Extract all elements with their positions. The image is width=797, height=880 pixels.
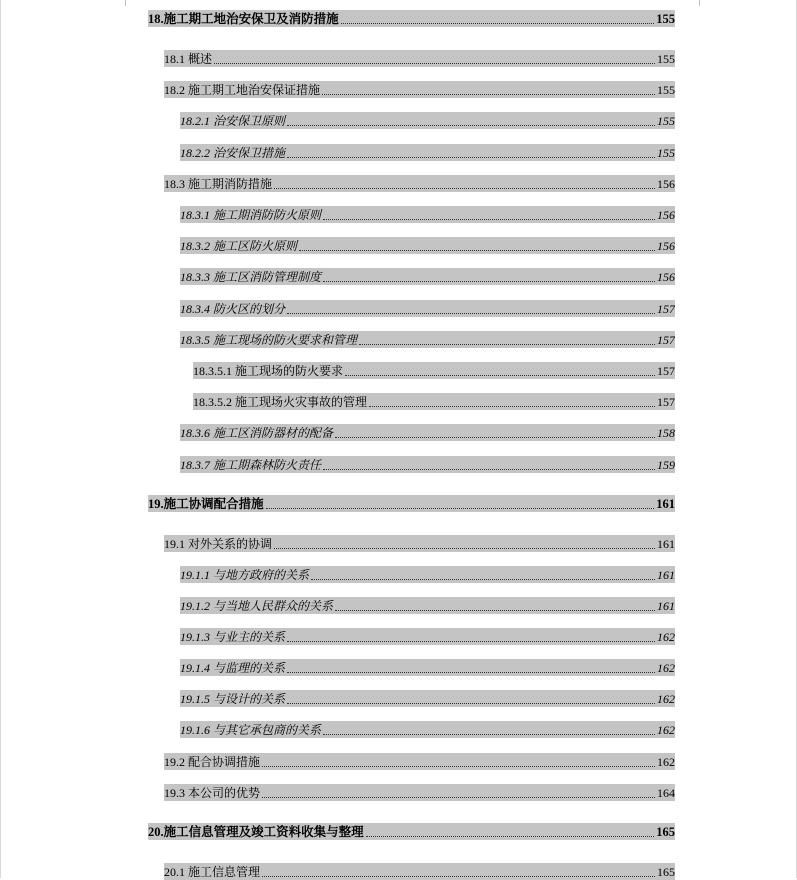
dot-leader: [299, 250, 655, 251]
toc-entry-page-number: 161: [656, 497, 675, 511]
toc-entry[interactable]: [193, 393, 675, 410]
toc-entry-page-number: 156: [657, 270, 675, 284]
dot-leader: [322, 94, 655, 95]
toc-entry[interactable]: [180, 300, 675, 317]
dot-leader: [366, 836, 655, 837]
toc-entry[interactable]: [180, 112, 675, 129]
toc-entry[interactable]: [148, 495, 675, 512]
dot-leader: [262, 766, 655, 767]
dot-leader: [214, 63, 655, 64]
dot-leader: [287, 672, 655, 673]
toc-entry-title: 19.1 对外关系的协调: [164, 537, 273, 551]
toc-entry-page-number: 157: [657, 395, 675, 409]
toc-entry-title: 19.1.5 与设计的关系: [180, 692, 286, 706]
dot-leader: [335, 437, 655, 438]
dot-leader: [345, 375, 655, 376]
toc-entry-title: 18.3.5 施工现场的防火要求和管理: [180, 333, 358, 347]
toc-entry-page-number: 155: [657, 52, 675, 66]
dot-leader: [266, 508, 655, 509]
toc-entry[interactable]: [180, 456, 675, 473]
toc-entry[interactable]: [164, 81, 675, 98]
toc-entry-page-number: 156: [657, 177, 675, 191]
toc-entry[interactable]: [164, 535, 675, 552]
toc-entry[interactable]: [164, 50, 675, 67]
toc-entry-title: 18.3.6 施工区消防器材的配备: [180, 426, 334, 440]
toc-entry-page-number: 155: [657, 146, 675, 160]
toc-entry-page-number: 159: [657, 458, 675, 472]
dot-leader: [274, 188, 655, 189]
toc-entry[interactable]: [180, 566, 675, 583]
toc-entry[interactable]: [180, 268, 675, 285]
dot-leader: [359, 344, 655, 345]
dot-leader: [262, 797, 655, 798]
page-border-left: [0, 0, 1, 878]
toc-entry-page-number: 155: [656, 12, 675, 26]
toc-entry-title: 18.3.5.2 施工现场火灾事故的管理: [193, 395, 368, 409]
toc-entry-title: 19.1.6 与其它承包商的关系: [180, 723, 322, 737]
toc-entry-page-number: 161: [657, 568, 675, 582]
toc-entry-page-number: 157: [657, 333, 675, 347]
toc-entry-title: 18.1 概述: [164, 52, 213, 66]
toc-entry-page-number: 165: [656, 825, 675, 839]
toc-entry[interactable]: [148, 823, 675, 840]
toc-entry-page-number: 161: [657, 537, 675, 551]
dot-leader: [287, 703, 655, 704]
toc-entry-page-number: 162: [657, 661, 675, 675]
toc-entry-title: 18.施工期工地治安保卫及消防措施: [148, 12, 339, 26]
toc-entry-title: 18.3 施工期消防措施: [164, 177, 273, 191]
toc-entry-page-number: 155: [657, 83, 675, 97]
dot-leader: [287, 157, 655, 158]
toc-entry-page-number: 164: [657, 786, 675, 800]
dot-leader: [287, 125, 655, 126]
toc-entry-title: 19.1.3 与业主的关系: [180, 630, 286, 644]
toc-entry-title: 18.3.3 施工区消防管理制度: [180, 270, 322, 284]
toc-entry-title: 18.2.1 治安保卫原则: [180, 114, 286, 128]
dot-leader: [287, 641, 655, 642]
dot-leader: [287, 313, 655, 314]
toc-entry-page-number: 157: [657, 364, 675, 378]
toc-entry-page-number: 162: [657, 630, 675, 644]
toc-entry-title: 19.施工协调配合措施: [148, 497, 264, 511]
toc-entry-page-number: 162: [657, 755, 675, 769]
dot-leader: [335, 610, 655, 611]
toc-entry[interactable]: [180, 690, 675, 707]
toc-entry[interactable]: [164, 863, 675, 880]
toc-entry-title: 18.3.7 施工期森林防火责任: [180, 458, 322, 472]
toc-entry[interactable]: [180, 628, 675, 645]
dot-leader: [311, 579, 655, 580]
toc-entry[interactable]: [180, 331, 675, 348]
toc-entry-title: 19.1.1 与地方政府的关系: [180, 568, 310, 582]
toc-entry-page-number: 162: [657, 692, 675, 706]
toc-entry-page-number: 156: [657, 208, 675, 222]
toc-entry[interactable]: [180, 659, 675, 676]
toc-entry[interactable]: [164, 175, 675, 192]
toc-entry-page-number: 161: [657, 599, 675, 613]
toc-entry-page-number: 156: [657, 239, 675, 253]
toc-entry-page-number: 155: [657, 114, 675, 128]
toc-entry[interactable]: [180, 144, 675, 161]
toc-entry-title: 18.3.2 施工区防火原则: [180, 239, 298, 253]
toc-entry-title: 19.3 本公司的优势: [164, 786, 261, 800]
dot-leader: [323, 219, 655, 220]
dot-leader: [323, 469, 655, 470]
toc-entry-title: 18.2 施工期工地治安保证措施: [164, 83, 321, 97]
dot-leader: [274, 548, 655, 549]
toc-entry-title: 18.3.5.1 施工现场的防火要求: [193, 364, 344, 378]
toc-entry[interactable]: [148, 10, 675, 27]
dot-leader: [262, 876, 655, 877]
toc-entry[interactable]: [164, 784, 675, 801]
dot-leader: [323, 734, 655, 735]
toc-entry-page-number: 158: [657, 426, 675, 440]
toc-entry-page-number: 162: [657, 723, 675, 737]
toc-entry[interactable]: [193, 362, 675, 379]
toc-entry-page-number: 157: [657, 302, 675, 316]
toc-entry-page-number: 165: [657, 865, 675, 879]
toc-entry-title: 19.1.2 与当地人民群众的关系: [180, 599, 334, 613]
toc-entry[interactable]: [180, 424, 675, 441]
crop-mark-right: [699, 0, 700, 6]
toc-entry-title: 18.3.1 施工期消防防火原则: [180, 208, 322, 222]
dot-leader: [341, 23, 655, 24]
toc-entry[interactable]: [180, 597, 675, 614]
toc-entry[interactable]: [180, 721, 675, 738]
dot-leader: [369, 406, 655, 407]
toc-entry-title: 18.2.2 治安保卫措施: [180, 146, 286, 160]
toc-entry-title: 20.施工信息管理及竣工资料收集与整理: [148, 825, 364, 839]
toc-entry[interactable]: [164, 753, 675, 770]
toc-entry[interactable]: [180, 237, 675, 254]
toc-entry-title: 19.1.4 与监理的关系: [180, 661, 286, 675]
crop-mark-left: [125, 0, 126, 6]
toc-entry-title: 19.2 配合协调措施: [164, 755, 261, 769]
toc-entry-title: 20.1 施工信息管理: [164, 865, 261, 879]
toc-entry-title: 18.3.4 防火区的划分: [180, 302, 286, 316]
dot-leader: [323, 281, 655, 282]
toc-entry[interactable]: [180, 206, 675, 223]
